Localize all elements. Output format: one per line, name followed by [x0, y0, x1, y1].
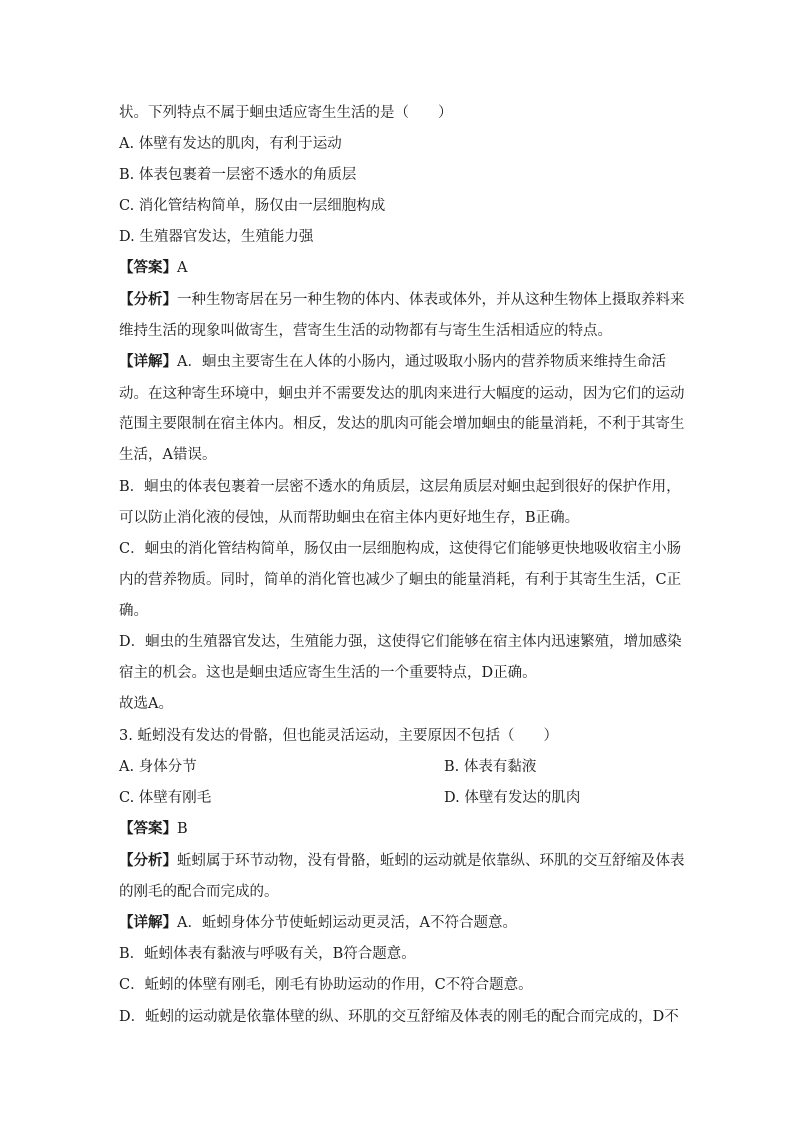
q3-option-c: C. 体壁有刚毛: [119, 790, 212, 806]
q3-option-d: D. 体壁有发达的肌肉: [444, 790, 581, 806]
detail-text: A．蚯蚓身体分节使蚯蚓运动更灵活，A不符合题意。: [177, 915, 517, 931]
q3-detail-line-2: B．蚯蚓体表有黏液与呼吸有关，B符合题意。: [119, 946, 416, 962]
q3-stem: 3. 蚯蚓没有发达的骨骼，但也能灵活运动，主要原因不包括（ ）: [119, 728, 558, 744]
q3-detail-line-3: C．蚯蚓的体壁有刚毛，刚毛有协助运动的作用，C不符合题意。: [119, 977, 533, 993]
q3-detail-line-1: [119, 913, 517, 933]
answer-value: B: [177, 821, 188, 837]
q2-detail-line-9: 确。: [119, 603, 148, 619]
analysis-tag: 【分析】: [119, 291, 177, 308]
q2-option-c: C. 消化管结构简单，肠仅由一层细胞构成: [119, 198, 386, 214]
q3-analysis-line-1: [119, 851, 685, 871]
q2-option-a: A. 体壁有发达的肌肉，有利于运动: [119, 136, 342, 152]
q2-detail-line-2: 动。在这种寄生环境中，蛔虫并不需要发达的肌肉来进行大幅度的运动，因为它们的运动: [119, 386, 685, 402]
q2-analysis-line-1: [119, 290, 685, 310]
q2-stem-tail: 状。下列特点不属于蛔虫适应寄生生活的是（ ）: [119, 105, 453, 121]
detail-text: A．蛔虫主要寄生在人体的小肠内，通过吸取小肠内的营养物质来维持生命活: [177, 354, 666, 370]
q3-detail-line-4: D．蚯蚓的运动就是依靠体壁的纵、环肌的交互舒缩及体表的刚毛的配合而完成的，D不: [119, 1009, 679, 1025]
q2-detail-line-5: B．蛔虫的体表包裹着一层密不透水的角质层，这层角质层对蛔虫起到很好的保护作用，: [119, 479, 681, 495]
analysis-text: 一种生物寄居在另一种生物的体内、体表或体外，并从这种生物体上摄取养料来: [177, 292, 685, 308]
q3-option-a: A. 身体分节: [119, 759, 197, 775]
q2-detail-line-7: C．蛔虫的消化管结构简单，肠仅由一层细胞构成，这使得它们能够更快地吸收宿主小肠: [119, 541, 682, 557]
detail-tag: 【详解】: [119, 914, 177, 931]
q2-detail-line-6: 可以防止消化液的侵蚀，从而帮助蛔虫在宿主体内更好地生存，B正确。: [119, 510, 580, 526]
q3-analysis-line-2: 的刚毛的配合而完成的。: [119, 884, 279, 900]
answer-tag: 【答案】: [119, 820, 177, 837]
analysis-text: 蚯蚓属于环节动物，没有骨骼，蚯蚓的运动就是依靠纵、环肌的交互舒缩及体表: [177, 853, 685, 869]
q3-option-b: B. 体表有黏液: [444, 759, 537, 775]
analysis-tag: 【分析】: [119, 852, 177, 869]
q2-option-d: D. 生殖器官发达，生殖能力强: [119, 229, 314, 245]
answer-value: A: [177, 260, 188, 276]
q2-analysis-line-2: 维持生活的现象叫做寄生，营寄生生活的动物都有与寄生生活相适应的特点。: [119, 323, 612, 339]
q2-answer: [119, 258, 187, 278]
q2-detail-line-11: 宿主的机会。这也是蛔虫适应寄生生活的一个重要特点，D正确。: [119, 665, 537, 681]
detail-tag: 【详解】: [119, 353, 177, 370]
q3-answer: [119, 819, 188, 839]
q2-detail-line-10: D．蛔虫的生殖器官发达，生殖能力强，这使得它们能够在宿主体内迅速繁殖，增加感染: [119, 634, 682, 650]
q2-detail-line-8: 内的营养物质。同时，简单的消化管也减少了蛔虫的能量消耗，有利于其寄生生活，C正: [119, 572, 682, 588]
q2-detail-line-4: 生活，A错误。: [119, 447, 217, 463]
answer-tag: 【答案】: [119, 259, 177, 276]
q2-detail-line-12: 故选A。: [119, 696, 173, 712]
q2-detail-line-3: 范围主要限制在宿主体内。相反，发达的肌肉可能会增加蛔虫的能量消耗，不利于其寄生: [119, 416, 685, 432]
q2-option-b: B. 体表包裹着一层密不透水的角质层: [119, 167, 357, 183]
q2-detail-line-1: [119, 352, 666, 372]
